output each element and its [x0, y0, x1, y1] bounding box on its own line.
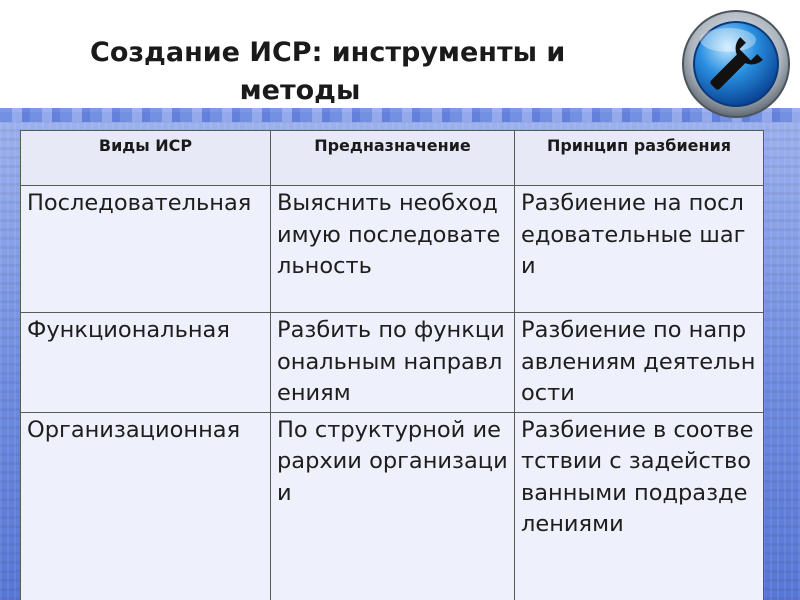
header-breakdown-principle: Принцип разбиения [515, 131, 764, 186]
table-row [21, 313, 764, 413]
table-cell: Организационная [21, 412, 271, 600]
table-header-row [21, 131, 764, 186]
wbs-methods-table [20, 130, 764, 600]
table-cell: Выяснить необходимую последовательность [271, 186, 515, 313]
header-wbs-types: Виды ИСР [21, 131, 271, 186]
table-cell: Разбиение в соответствии с задействованными подразделениями [515, 412, 764, 600]
table-cell: Функциональная [21, 313, 271, 413]
wrench-icon [680, 8, 792, 120]
table-cell: Последовательная [21, 186, 271, 313]
slide-title-line-2: методы [239, 75, 361, 106]
header-purpose: Предназначение [271, 131, 515, 186]
table-cell: По структурной иерархии организации [271, 412, 515, 600]
slide-title [90, 34, 566, 110]
table-row [21, 412, 764, 600]
table-row [21, 186, 764, 313]
table-cell: Разбиение на последовательные шаги [515, 186, 764, 313]
table-cell: Разбиение по направлениям деятельности [515, 313, 764, 413]
slide-title-line-1: Создание ИСР: инструменты и [90, 37, 566, 68]
table-cell: Разбить по функциональным направлениям [271, 313, 515, 413]
